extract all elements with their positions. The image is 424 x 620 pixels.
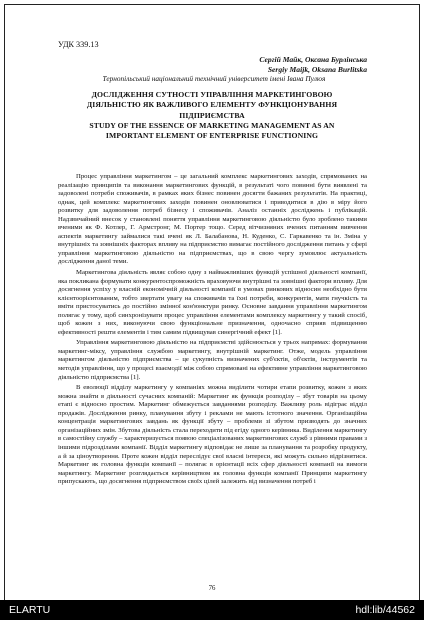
title-ukrainian-line-3: ПІДПРИЄМСТВА xyxy=(179,110,245,120)
repository-name: ELARTU xyxy=(9,604,51,616)
authors-english: Sergiy Maijk, Oksana Burlitska xyxy=(267,65,367,74)
paragraph: Маркетингова діяльність являє собою одну з найважливіших функцій успішної діяльності компанії, яка покликана формувати конкурентоспроможність враховуючи внутрішні та зовнішні фактори впливу. Для досягнення успіху у власній економічній діяльності компанії в умовах ринкових відносин необхідно бути клієнтоорієнтованим, тобто звертати увагу на споживачів та їхні потреби, конкурентів, мати гнучкість та вміти пристосуватись до постійно змінної кон'юнктури ринку. Основне завдання управління маркетингом полягає у тому, щоб синхронізувати процес управління елементами комплексу маркетингу у такий спосіб, щоб кожен з них, виконуючи свою функціональне призначення, одночасно сприяв підвищенню ефективності решти елементів і тим самим підвищував синергічний ефект [1]. xyxy=(58,269,367,336)
title-ukrainian-line-2: ДІЯЛЬНІСТЮ ЯК ВАЖЛИВОГО ЕЛЕМЕНТУ ФУНКЦІОНУВАННЯ xyxy=(86,100,338,110)
title-english-line-2: IMPORTANT ELEMENT OF ENTERPRISE FUNCTIONING xyxy=(105,131,319,141)
title-english-line-1: STUDY OF THE ESSENCE OF MARKETING MANAGEMENT AS AN xyxy=(89,120,335,130)
authors-ukrainian: Сергій Майк, Оксана Бурлінська xyxy=(259,55,367,64)
title-ukrainian-line-1: ДОСЛІДЖЕННЯ СУТНОСТІ УПРАВЛІННЯ МАРКЕТИНГОВОЮ xyxy=(91,90,333,99)
paragraph: Процес управління маркетингом – це загальний комплекс маркетингових заходів, спрямованих на реалізацію принципів та виконання маркетингових функцій, в результаті чого повинні бути виявлені та задоволені потреби споживачів, в рамках яких бізнес повинен досягти бажаних результатів. На практиці, однак, цей комплекс маркетингових заходів повинен оновлюватися і приводитися в дію в міру його розвитку для задоволення потреб бізнесу і споживачів. Аналіз останніх досліджень і публікацій. Надзвичайний внесок у становлені поняття управління маркетинговою діяльністю було зроблено такими вченими як Ф. Котлер, Г. Армстронг, М. Портер тощо. Серед вітчизняних вчених питанням вивчення аспектів маркетингу займалися такі вчені як Л. Балабанова, Н. Куденко, С. Гаркавенко та ін. Зміна у внутрішніх та зовнішніх факторах впливу на підприємство вимагає постійного дослідження питань у сфері управління маркетинговою діяльністю на підприємствах, що в свою чергу зумовлює актуальність дослідження даної теми. xyxy=(58,173,367,266)
udk-code: УДК 339.13 xyxy=(58,40,99,49)
repository-footer-bar xyxy=(0,600,424,620)
title-block xyxy=(58,90,366,141)
authors-block xyxy=(259,55,367,75)
handle-identifier: hdl:lib/44562 xyxy=(355,604,415,616)
article-body xyxy=(58,173,367,487)
paragraph: В еволюції відділу маркетингу у компаніях можна виділити чотири етапи розвитку, кожен з яких можна знайти в діяльності сучасних компаній: Маркетинг як функція розподілу – збут товарів на цьому етапі є відносно простим. Маркетинг обмежується завданнями розподілу. Важливу роль відіграє відділ продажів. Дослідження ринку, планування збуту і реклами не мають істотного значення. Організаційна концентрація маркетингових завдань як функції збуту – проблеми зі збутом призводять до значних організаційних змін. Збутова діяльність стала переходити під егіду одного керівника. Виділення маркетингу в самостійну службу – характеризується появою спеціалізованих маркетингових служб з рівними правами з іншими підрозділами компанії. Відділ маркетингу відповідає не лише за планування та розробку продукту, а й за ціноутворення. Проте кожен відділ переслідує свої власні інтереси, які можуть сильно відрізнятися. Маркетинг як головна функція компанії – полягає в орієнтації всіх сфер діяльності компанії на вимоги маркетингу. Маркетинг розглядається керівництвом як головна функція компанії Принципи маркетингу припускають, що досягнення підприємством своїх цілей залежить від визначення потреб і xyxy=(58,384,367,486)
page-number: 76 xyxy=(208,585,216,592)
affiliation: Тернопільський національний технічний університет імені Івана Пулюя xyxy=(102,74,326,83)
paragraph: Управління маркетинговою діяльністю на підприємстві здійснюється у трьох напрямах: формування маркетинг-міксу, управління службою маркетингу, внутрішній маркетинг. Отже, модель управління маркетингом діяльністю підприємства – це сукупність визначених суб'єктів, об'єктів, інструментів та методів управління, що у процесі взаємодії між собою спрямовані на ефективне управління маркетинговою діяльністю підприємства [1]. xyxy=(58,339,367,381)
